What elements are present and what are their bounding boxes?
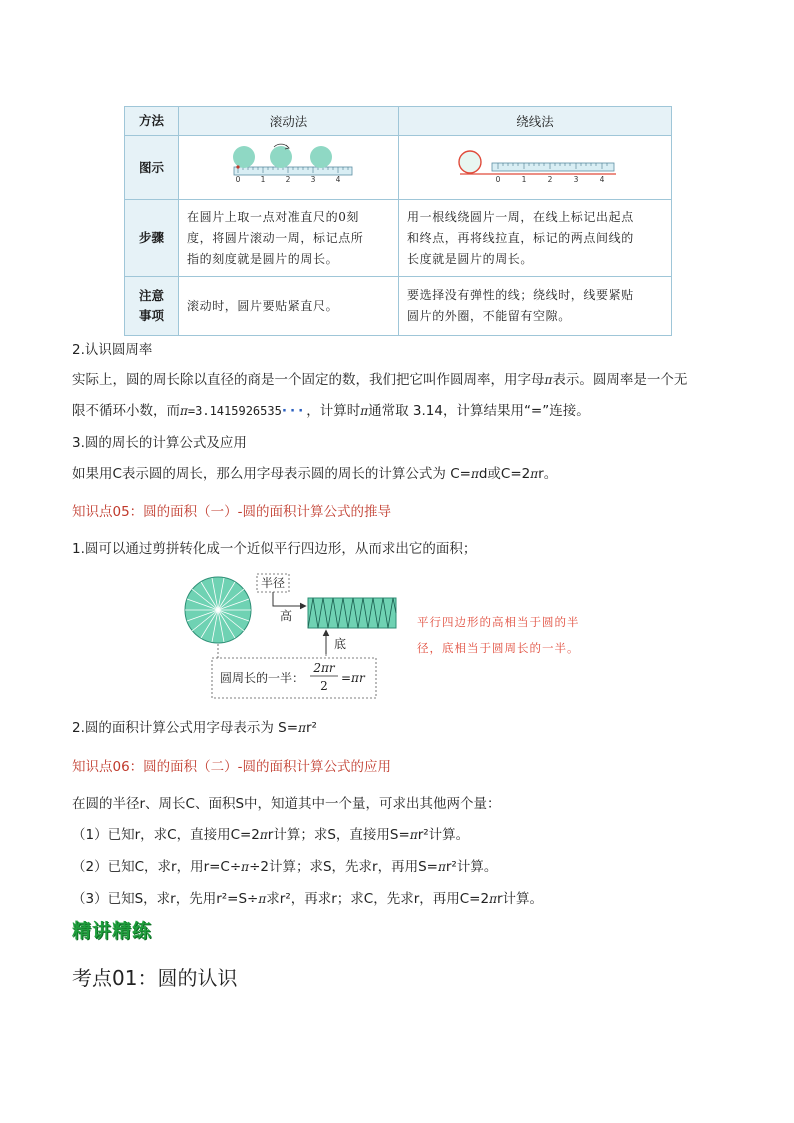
fraction-denominator: 2 bbox=[320, 679, 328, 693]
label-notes bbox=[125, 277, 179, 336]
pi-symbol: π bbox=[530, 467, 539, 481]
rolling-steps bbox=[179, 200, 399, 277]
rolling-figure-cell bbox=[179, 136, 399, 200]
winding-steps-line: 长度就是圆片的周长。 bbox=[407, 251, 534, 266]
kp06-case3: （3）已知S，求r，先用r²=S÷π求r²，再求r；求C，先求r，再用C=2πr计算。 bbox=[72, 891, 544, 907]
section2-line1: 实际上，圆的周长除以直径的商是一个固定的数，我们把它叫作圆周率，用字母π表示。圆周率是一个无 bbox=[72, 372, 688, 388]
fraction-numerator: 2πr bbox=[313, 661, 335, 675]
kp05-item2: 2.圆的面积计算公式用字母表示为 S=πr² bbox=[72, 720, 317, 736]
rolling-tick-1: 1 bbox=[260, 175, 266, 184]
pi-symbol: π bbox=[241, 860, 250, 874]
pi-symbol: π bbox=[258, 892, 267, 906]
winding-tick-4: 4 bbox=[599, 175, 605, 184]
pi-symbol: π bbox=[360, 404, 369, 418]
rolling-tick-4: 4 bbox=[335, 175, 341, 184]
pi-symbol: π bbox=[259, 828, 268, 842]
sector-circle bbox=[185, 577, 251, 643]
rolling-steps-line: 度，将圆片滚动一周，标记点所 bbox=[187, 230, 364, 245]
approx-parallelogram bbox=[308, 598, 396, 628]
winding-tick-0: 0 bbox=[495, 175, 501, 184]
winding-steps bbox=[399, 200, 672, 277]
winding-steps-line: 和终点，再将线拉直，标记的两点间线的 bbox=[407, 230, 634, 245]
winding-tick-2: 2 bbox=[547, 175, 553, 184]
exam-point-heading: 考点01：圆的认识 bbox=[72, 966, 238, 990]
radius-label: 半径 bbox=[260, 576, 286, 590]
winding-notes-line: 要选择没有弹性的线；绕线时，线要紧贴 bbox=[407, 288, 634, 302]
pi-symbol: π bbox=[298, 721, 306, 735]
kp06-case2: （2）已知C，求r，用r=C÷π÷2计算；求S，先求r，再用S=πr²计算。 bbox=[72, 859, 498, 875]
table-row-figure bbox=[125, 136, 672, 200]
label-figure: 图示 bbox=[125, 136, 179, 200]
table-header-row bbox=[125, 107, 672, 136]
rolling-steps-line: 指的刻度就是圆片的周长。 bbox=[187, 251, 339, 266]
rolling-notes-line: 滚动时，圆片要贴紧直尺。 bbox=[187, 298, 339, 313]
ellipsis-dots: ··· bbox=[281, 403, 307, 419]
winding-tick-1: 1 bbox=[521, 175, 527, 184]
practice-banner: 精讲精练 bbox=[72, 920, 153, 942]
pi-symbol: π bbox=[544, 373, 553, 387]
section2-title: 2.认识圆周率 bbox=[72, 342, 153, 358]
pi-symbol: π bbox=[437, 860, 446, 874]
pi-symbol: π bbox=[489, 892, 497, 906]
winding-steps-line: 用一根线绕圆片一周，在线上标记出起点 bbox=[407, 209, 634, 224]
kp06-heading: 知识点06：圆的面积（二）-圆的面积计算公式的应用 bbox=[72, 759, 392, 775]
method-table bbox=[124, 106, 672, 336]
section2-line2: 限不循环小数，而π=3.1415926535···，计算时π通常取 3.14，计算结果用“=”连接。 bbox=[72, 403, 590, 419]
winding-illustration bbox=[400, 137, 673, 195]
label-notes-line: 注意 bbox=[138, 288, 164, 303]
winding-circle bbox=[459, 151, 481, 173]
height-arrow bbox=[273, 592, 304, 606]
section3-line: 如果用C表示圆的周长，那么用字母表示圆的周长的计算公式为 C=πd或C=2πr。 bbox=[72, 466, 558, 482]
section3-title: 3.圆的周长的计算公式及应用 bbox=[72, 435, 247, 451]
winding-tick-3: 3 bbox=[573, 175, 579, 184]
kp06-intro: 在圆的半径r、周长C、面积S中，知道其中一个量，可求出其他两个量： bbox=[72, 796, 501, 812]
table-row-notes bbox=[125, 277, 672, 336]
label-notes-line: 事项 bbox=[138, 308, 164, 323]
header-method: 方法 bbox=[125, 107, 179, 136]
kp05-item1: 1.圆可以通过剪拼转化成一个近似平行四边形，从而求出它的面积； bbox=[72, 541, 477, 557]
table-row-steps bbox=[125, 200, 672, 277]
fraction-result: =πr bbox=[341, 671, 365, 685]
base-label: 底 bbox=[334, 637, 347, 651]
header-rolling: 滚动法 bbox=[179, 107, 399, 136]
pi-symbol: π bbox=[180, 404, 188, 418]
header-winding: 绕线法 bbox=[399, 107, 672, 136]
pi-symbol: π bbox=[409, 828, 418, 842]
rolling-illustration bbox=[180, 137, 400, 195]
rolling-tick-3: 3 bbox=[310, 175, 316, 184]
rolling-circle-start bbox=[233, 146, 255, 168]
winding-notes bbox=[399, 277, 672, 336]
kp06-case1: （1）已知r，求C，直接用C=2πr计算；求S，直接用S=πr²计算。 bbox=[72, 827, 470, 843]
circle-to-parallelogram-diagram bbox=[180, 568, 620, 704]
diagram-note-line2: 径，底相当于圆周长的一半。 bbox=[417, 641, 580, 655]
arrow-head-icon bbox=[300, 603, 306, 609]
winding-notes-line: 圆片的外圈，不能留有空隙。 bbox=[407, 309, 571, 323]
winding-figure-cell bbox=[399, 136, 672, 200]
diagram-note-line1: 平行四边形的高相当于圆的半 bbox=[417, 615, 580, 629]
rolling-steps-line: 在圆片上取一点对准直尺的0刻 bbox=[187, 209, 360, 224]
half-circumference-label: 圆周长的一半： bbox=[220, 671, 305, 685]
pi-symbol: π bbox=[470, 467, 479, 481]
start-point-marker bbox=[236, 165, 239, 168]
rolling-circle-end bbox=[310, 146, 332, 168]
height-label: 高 bbox=[280, 609, 293, 623]
label-steps: 步骤 bbox=[125, 200, 179, 277]
rolling-tick-2: 2 bbox=[285, 175, 291, 184]
kp05-heading: 知识点05：圆的面积（一）-圆的面积计算公式的推导 bbox=[72, 504, 392, 520]
rolling-tick-0: 0 bbox=[235, 175, 241, 184]
arrow-up-icon bbox=[323, 630, 329, 636]
rolling-circle-middle bbox=[270, 146, 292, 168]
rolling-notes bbox=[179, 277, 399, 336]
